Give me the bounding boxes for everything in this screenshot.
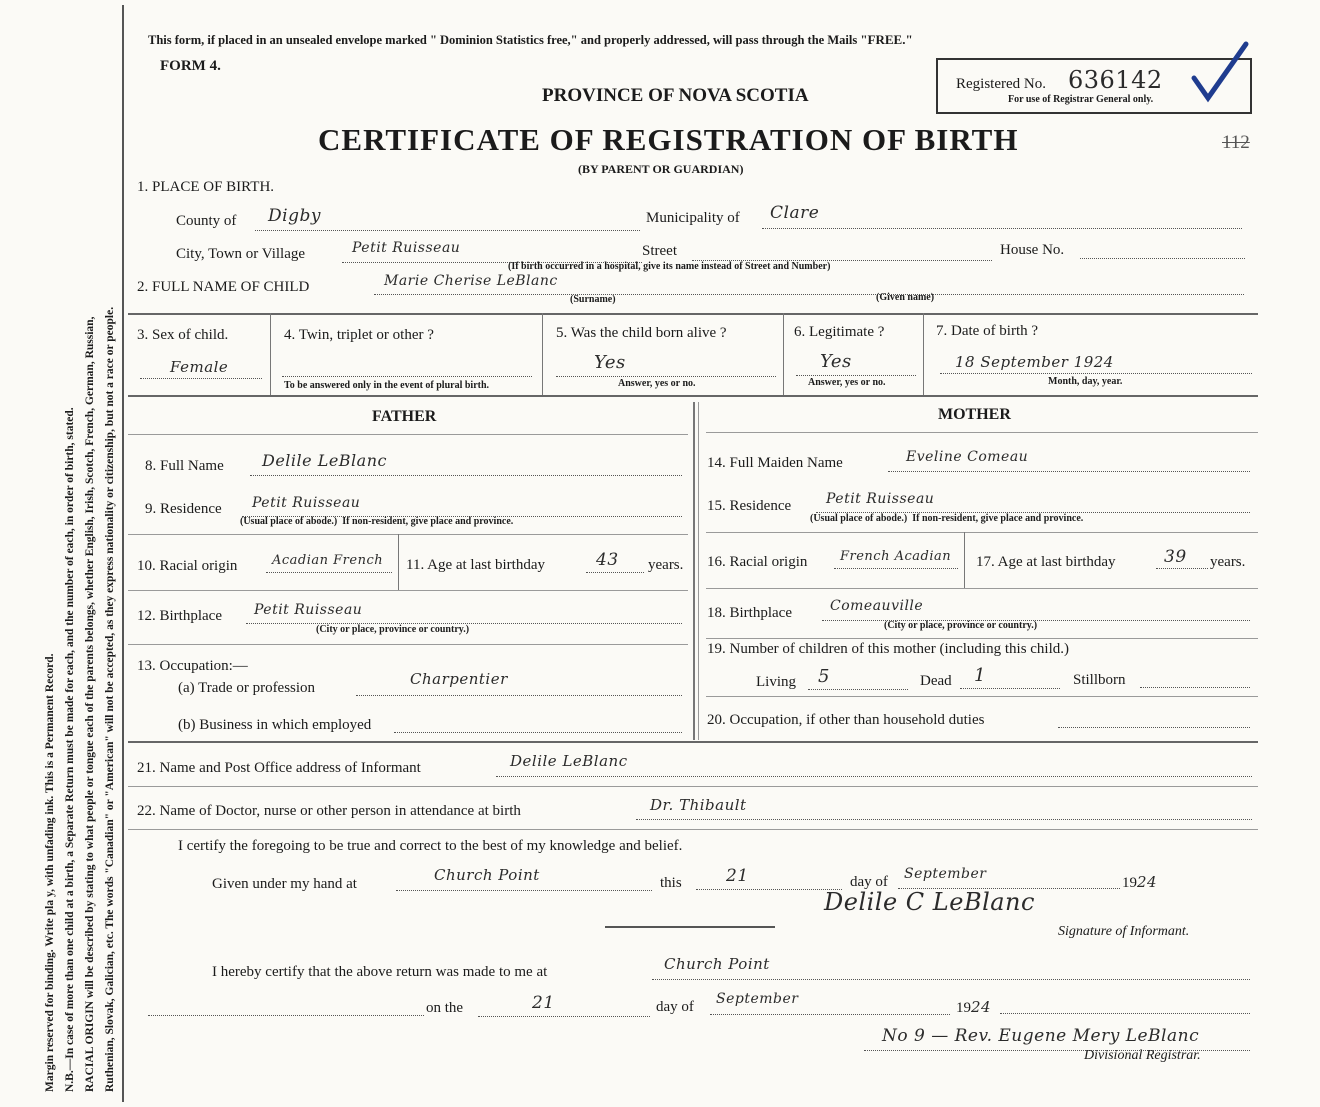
father-residence-note: (Usual place of abode.) If non-resident, give place and province. [240,516,514,527]
on-the-label: on the [426,1000,464,1016]
year-field [1122,873,1157,892]
doctor-value: Dr. Thibault [650,796,747,814]
check-mark-icon [1190,40,1250,106]
margin-note-racial-origin-1: RACIAL ORIGIN will be described by stating to what people or tongue each of the parents belongs, whether English, Irish, Scotch, French, German, Russian, [84,316,96,1092]
legitimate-value: Yes [820,351,852,372]
mother-residence-value: Petit Ruisseau [826,491,935,507]
day-of-label: day of [850,874,888,890]
twin-note: To be answered only in the event of plural birth. [284,380,490,391]
mother-residence-label: 15. Residence [707,498,792,514]
binding-margin [0,0,122,1107]
registrar-month-value: September [716,991,799,1007]
registrar-year-prefix: 19 [956,1000,971,1016]
certificate-subtitle: (BY PARENT OR GUARDIAN) [578,162,744,176]
given-name-note: (Given name) [876,292,935,303]
date-of-birth-label: 7. Date of birth ? [936,323,1039,339]
form-number: FORM 4. [160,58,221,74]
registration-number: 636142 [1068,66,1163,94]
registrar-statement: I hereby certify that the above return was made to me at [212,964,548,980]
mother-racial-origin-value: French Acadian [840,549,952,564]
this-day-value: 21 [726,866,749,886]
child-name-value: Marie Cherise LeBlanc [384,273,558,289]
informant-label: 21. Name and Post Office address of Informant [137,760,421,776]
mother-heading: MOTHER [938,406,1011,423]
margin-rule [122,5,124,1102]
hospital-note: (If birth occurred in a hospital, give its name instead of Street and Number) [508,261,831,272]
legitimate-note: Answer, yes or no. [808,377,886,388]
registrar-place-value: Church Point [664,955,770,973]
surname-note: (Surname) [570,294,616,305]
this-label: this [660,875,682,891]
registration-note: For use of Registrar General only. [1008,94,1154,105]
father-racial-origin-label: 10. Racial origin [137,558,238,574]
mother-birthplace-note: (City or place, province or country.) [884,620,1038,631]
father-heading: FATHER [372,408,437,425]
doctor-label: 22. Name of Doctor, nurse or other person in attendance at birth [137,803,521,819]
given-under-label: Given under my hand at [212,876,357,892]
stillborn-label: Stillborn [1073,672,1126,688]
born-alive-value: Yes [594,352,626,373]
mother-racial-origin-label: 16. Racial origin [707,554,808,570]
father-age-value: 43 [596,550,619,570]
registration-label: Registered No. [956,76,1046,92]
sex-value: Female [170,358,229,376]
twin-label: 4. Twin, triplet or other ? [284,327,434,343]
margin-note-binding: Margin reserved for binding. Write pla y, with unfading ink. This is a Permanent Record. [44,653,56,1092]
mother-name-label: 14. Full Maiden Name [707,455,843,471]
year-prefix: 19 [1122,875,1137,891]
month-value: September [904,866,987,882]
informant-signature-label: Signature of Informant. [1058,924,1190,939]
margin-note-racial-origin-2: Ruthenian, Slovak, Galician, etc. The words "Canadian" or "American" will not be accepted, as they express nationality or citizenship, but not a race or people. [104,306,116,1092]
margin-note-multiple-births: N.B.—In case of more than one child at a birth, a Separate Return must be made for each, and the number of each, in order of birth, stated. [64,407,76,1092]
father-age-unit: years. [648,557,684,573]
struck-number: 112 [1222,132,1250,153]
father-residence-label: 9. Residence [145,501,222,517]
place-of-birth-heading: 1. PLACE OF BIRTH. [137,179,275,195]
registrar-year-value: 24 [971,998,992,1016]
father-name-label: 8. Full Name [145,458,224,474]
sex-label: 3. Sex of child. [137,327,229,343]
mother-residence-note: (Usual place of abode.) If non-resident, give place and province. [810,513,1084,524]
house-no-label: House No. [1000,242,1065,258]
province-heading: PROVINCE OF NOVA SCOTIA [542,85,809,106]
father-residence-value: Petit Ruisseau [252,495,361,511]
registrar-year-field [956,998,991,1017]
registrar-signature: No 9 — Rev. Eugene Mery LeBlanc [882,1026,1200,1046]
father-racial-origin-value: Acadian French [272,553,384,568]
certify-statement: I certify the foregoing to be true and correct to the best of my knowledge and belief. [178,838,683,854]
father-name-value: Delile LeBlanc [262,451,387,470]
mother-birthplace-label: 18. Birthplace [707,605,792,621]
date-of-birth-note: Month, day, year. [1048,376,1123,387]
street-label: Street [642,243,677,259]
county-label: County of [176,213,237,229]
father-birthplace-label: 12. Birthplace [137,608,222,624]
child-name-label: 2. FULL NAME OF CHILD [137,279,310,295]
father-birthplace-value: Petit Ruisseau [254,602,363,618]
mother-name-value: Eveline Comeau [906,449,1029,465]
given-place-value: Church Point [434,866,540,884]
father-trade-value: Charpentier [410,670,508,688]
dead-label: Dead [920,673,952,689]
registrar-signature-label: Divisional Registrar. [1084,1048,1201,1063]
mother-age-value: 39 [1164,547,1187,567]
municipality-label: Municipality of [646,210,740,226]
living-value: 5 [818,666,830,687]
certificate-title: CERTIFICATE OF REGISTRATION OF BIRTH [318,122,1019,157]
living-label: Living [756,674,796,690]
municipality-value: Clare [770,203,820,223]
father-business-label: (b) Business in which employed [178,717,372,733]
father-occupation-label: 13. Occupation:— [137,658,248,674]
father-birthplace-note: (City or place, province or country.) [316,624,470,635]
born-alive-note: Answer, yes or no. [618,378,696,389]
dead-value: 1 [974,665,986,686]
informant-value: Delile LeBlanc [510,752,628,770]
mail-notice: This form, if placed in an unsealed envelope marked " Dominion Statistics free," and properly addressed, will pass through the Mails "FREE." [148,32,913,47]
year-value: 24 [1137,873,1158,891]
mother-age-label: 17. Age at last birthday [976,554,1116,570]
informant-signature: Delile C LeBlanc [824,888,1035,916]
registrar-day-value: 21 [532,993,555,1013]
mother-occupation-label: 20. Occupation, if other than household duties [707,712,985,728]
mother-children-label: 19. Number of children of this mother (including this child.) [707,641,1070,657]
county-value: Digby [268,206,321,226]
date-of-birth-value: 18 September 1924 [955,353,1114,371]
father-trade-label: (a) Trade or profession [178,680,316,696]
mother-birthplace-value: Comeauville [830,598,924,614]
mother-age-unit: years. [1210,554,1246,570]
city-label: City, Town or Village [176,246,306,262]
father-age-label: 11. Age at last birthday [406,557,545,573]
legitimate-label: 6. Legitimate ? [794,324,885,340]
born-alive-label: 5. Was the child born alive ? [556,325,727,341]
registrar-day-of-label: day of [656,999,694,1015]
city-value: Petit Ruisseau [352,240,461,256]
